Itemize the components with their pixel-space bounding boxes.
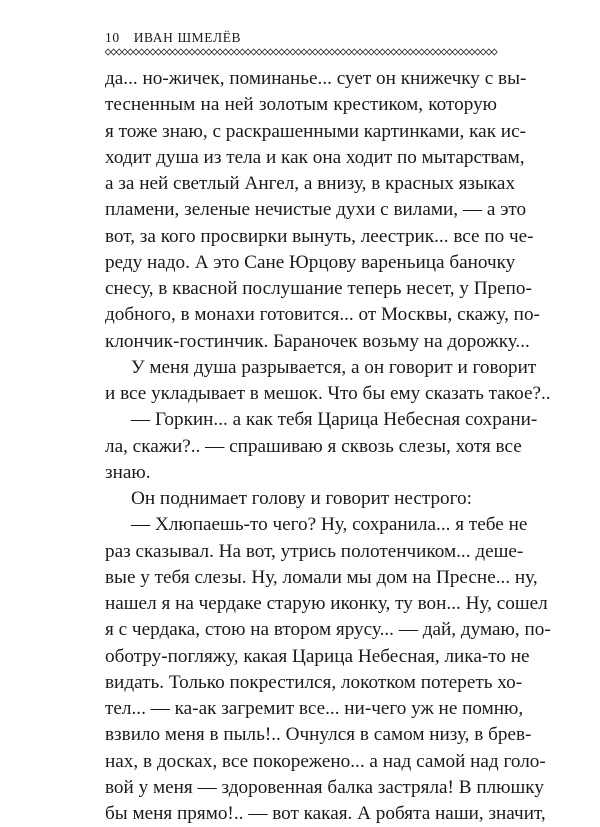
text-line: реду надо. А это Сане Юрцову вареньица баночку [105,251,516,273]
text-line: снесу, в квасной послушание теперь несет, у Препо- [105,278,532,299]
text-line: добного, в монахи готовится... от Москвы, скажу, по- [105,304,540,326]
text-line: пламени, зеленые нечистые духи с вилами, — а это [105,199,527,221]
text-line: взвило меня в пыль!.. Очнулся в самом низу, в брев- [105,724,532,746]
text-line: а за ней светлый Ангел, а внизу, в красных языках [105,173,516,194]
text-line: и все укладывает в мешок. Что бы ему сказать такое?.. [105,383,551,404]
running-header [105,30,497,46]
text-line: Он поднимает голову и говорит нестрого: [131,488,472,509]
text-line: вой у меня — здоровенная балка застряла! В плюшку [105,776,544,798]
text-line: клончик-гостинчик. Бараночек возьму на дорожку... [105,330,530,352]
text-line: знаю. [105,461,151,483]
text-line: раз сказывал. На вот, утрись полотенчиком... деше- [105,540,524,562]
text-line: видать. Только покрестился, локотком потереть хо- [105,671,523,693]
ornamental-rule [105,48,497,56]
text-line: бы меня прямо!.. — вот какая. А робята наши, значит, [105,803,546,824]
text-line: — Хлюпаешь-то чего? Ну, сохранила... я тебе не [131,514,528,536]
text-line: вые у тебя слезы. Ну, ломали мы дом на Пресне... ну, [105,566,538,588]
text-line: ла, скажи?.. — спрашиваю я сквозь слезы, хотя все [105,435,522,457]
text-line: нах, в досках, все покорежено... а над самой над голо- [105,750,546,772]
text-line: оботру-погляжу, какая Царица Небесная, лика-то не [105,645,530,667]
text-line: нашел я на чердаке старую иконку, ту вон... Ну, сошел [105,593,548,614]
page-number: 10 [105,30,120,45]
running-title: ИВАН ШМЕЛЁВ [133,30,242,45]
text-line: вот, за кого просвирки вынуть, леестрик... все по че- [105,225,534,247]
body-text [105,66,551,827]
text-line: тел... — ка-ак загремит все... ни-чего уж не помню, [105,698,524,719]
text-line: — Горкин... а как тебя Царица Небесная сохрани- [131,409,538,431]
text-line: я с чердака, стою на втором ярусу... — дай, думаю, по- [105,619,551,641]
text-line: ходит душа из тела и как она ходит по мытарствам, [105,146,525,168]
text-line: тесненным на ней золотым крестиком, которую [105,94,497,116]
text-line: У меня душа разрывается, а он говорит и говорит [131,356,537,378]
text-line: я тоже знаю, с раскрашенными картинками, как ис- [105,120,526,142]
text-line: да... но-жичек, поминанье... сует он книжечку с вы- [105,68,527,89]
